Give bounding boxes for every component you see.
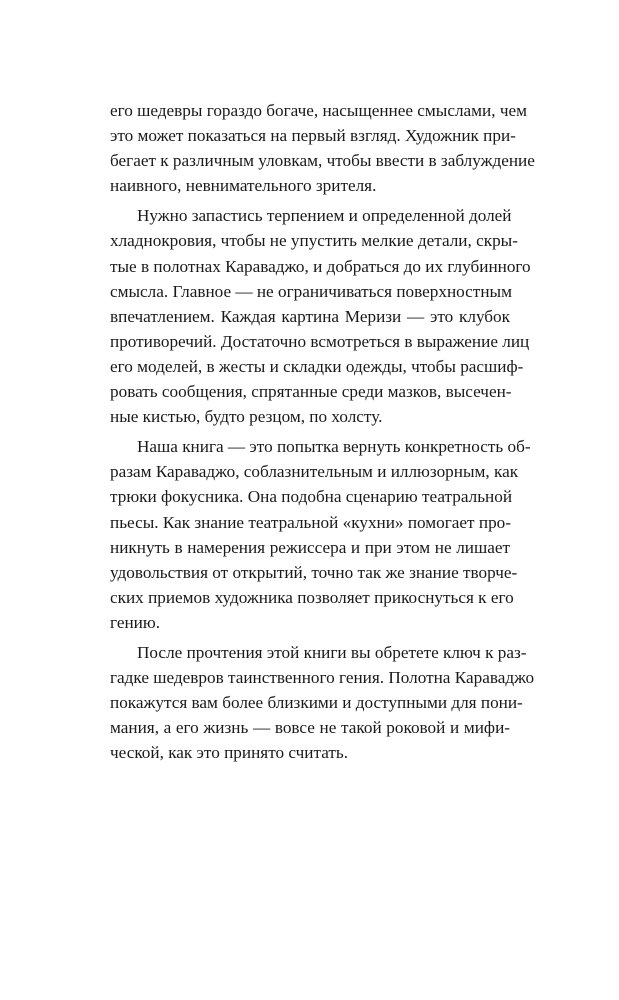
text-line: пьесы. Как знание театральной «кухни» помогает про- [110,512,511,532]
text-line: ских приемов художника позволяет прикоснуться к его [110,587,514,607]
text-line: трюки фокусника. Она подобна сценарию театральной [110,487,513,507]
text-line: смысла. Главное — не ограничиваться поверхностным [110,281,512,301]
text-line: ровать сообщения, спрятанные среди мазков, высечен- [110,382,512,402]
text-line: бегает к различным уловкам, чтобы ввести в заблуждение [110,151,535,171]
text-line: хладнокровия, чтобы не упустить мелкие детали, скры- [110,231,518,251]
text-line: ные кистью, будто резцом, по холсту. [110,407,383,427]
text-line: противоречий. Достаточно всмотреться в выражение лиц [110,331,530,351]
text-line: наивного, невнимательного зрителя. [110,176,377,196]
text-line: После прочтения этой книги вы обретете ключ к раз- [137,642,527,662]
text-line: мания, а его жизнь — вовсе не такой роковой и мифи- [110,718,510,738]
paragraph-4 [110,640,535,765]
text-line: тые в полотнах Караваджо, и добраться до их глубинного [110,256,531,276]
text-line: его моделей, в жесты и складки одежды, чтобы расшиф- [110,356,524,376]
paragraph-2 [110,203,531,429]
body-text [110,98,535,770]
text-line: это может показаться на первый взгляд. Художник при- [110,126,516,146]
text-line: удовольствия от открытий, точно так же знание творче- [110,562,518,582]
text-line: разам Караваджо, соблазнительным и иллюзорным, как [110,462,519,482]
text-line: впечатлением. Каждая картина Меризи — это клубок [110,306,510,326]
text-line: никнуть в намерения режиссера и при этом не лишает [110,537,510,557]
paragraph-3 [110,434,531,635]
text-line: ческой, как это принято считать. [110,743,349,763]
paragraph-1 [110,98,535,198]
text-line: Нужно запастись терпением и определенной долей [137,206,512,226]
text-line: его шедевры гораздо богаче, насыщеннее смыслами, чем [110,101,527,120]
text-line: покажутся вам более близкими и доступными для пони- [110,693,523,713]
text-line: Наша книга — это попытка вернуть конкретность об- [137,437,531,457]
text-line: гадке шедевров таинственного гения. Полотна Караваджо [110,668,535,688]
text-line: гению. [110,612,160,632]
